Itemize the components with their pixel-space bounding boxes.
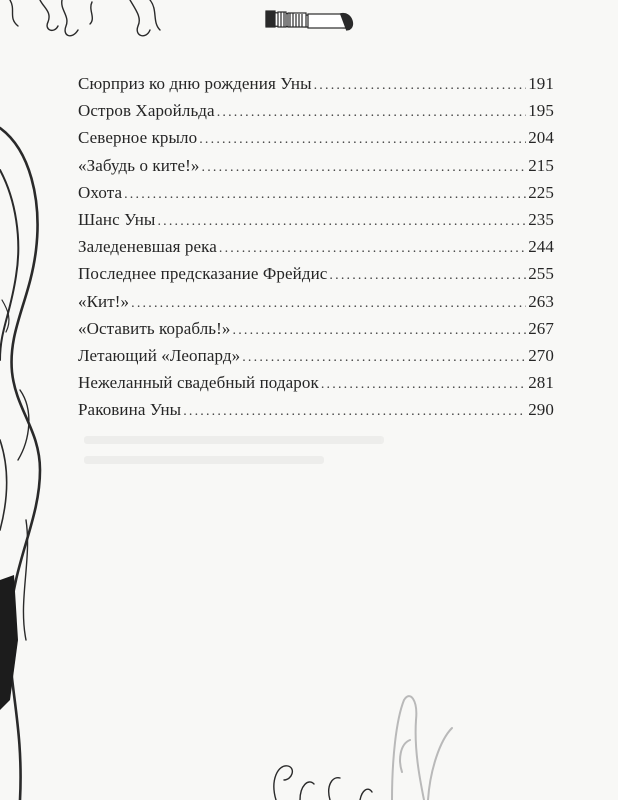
table-of-contents xyxy=(78,70,554,423)
toc-entry-page-number: 244 xyxy=(528,237,554,257)
toc-entry xyxy=(78,396,554,423)
toc-entry-title: «Оставить корабль!» xyxy=(78,318,231,338)
toc-entry-title: Северное крыло xyxy=(78,128,198,148)
toc-entry xyxy=(78,70,554,97)
toc-entry xyxy=(78,179,554,206)
toc-dot-leader xyxy=(217,99,527,126)
toc-entry-title: Сюрприз ко дню рождения Уны xyxy=(78,74,312,93)
seaweed-illustration xyxy=(10,0,160,36)
toc-entry-title: «Забудь о ките!» xyxy=(78,155,200,175)
toc-entry xyxy=(78,152,554,179)
toc-entry xyxy=(78,288,554,315)
toc-entry xyxy=(78,342,554,369)
coral-illustration xyxy=(392,696,452,800)
toc-dot-leader xyxy=(124,181,526,208)
toc-dot-leader xyxy=(314,72,527,99)
bleed-through-text xyxy=(84,436,404,480)
toc-entry-title: Остров Харойльда xyxy=(78,101,215,121)
toc-entry xyxy=(78,124,554,151)
shell-illustration xyxy=(274,766,372,800)
toc-entry-page-number: 195 xyxy=(528,101,554,121)
toc-entry-title: Охота xyxy=(78,182,123,202)
toc-entry-title: Раковина Уны xyxy=(78,400,182,420)
toc-entry-page-number: 263 xyxy=(528,291,554,311)
toc-dot-leader xyxy=(233,317,527,344)
toc-entry-page-number: 255 xyxy=(528,264,554,284)
toc-entry-title: Заледеневшая река xyxy=(78,237,217,257)
toc-entry-page-number: 290 xyxy=(528,400,554,420)
toc-entry-page-number: 270 xyxy=(528,345,554,365)
toc-entry-page-number: 225 xyxy=(528,182,554,202)
toc-dot-leader xyxy=(199,126,526,153)
toc-entry-page-number: 204 xyxy=(528,128,554,148)
toc-entry-title: «Кит!» xyxy=(78,291,130,311)
toc-entry-title: Шанс Уны xyxy=(78,209,156,229)
toc-dot-leader xyxy=(242,344,526,371)
toc-dot-leader xyxy=(321,371,526,398)
toc-entry-page-number: 215 xyxy=(528,155,554,175)
toc-entry xyxy=(78,97,554,124)
toc-entry-title: Летающий «Леопард» xyxy=(78,345,241,365)
toc-dot-leader xyxy=(202,154,527,181)
toc-dot-leader xyxy=(183,398,526,425)
toc-entry xyxy=(78,233,554,260)
toc-dot-leader xyxy=(219,235,526,262)
toc-entry xyxy=(78,369,554,396)
toc-entry xyxy=(78,315,554,342)
ink-fill-illustration xyxy=(0,575,18,710)
toc-entry-title: Нежеланный свадебный подарок xyxy=(78,373,319,393)
toc-dot-leader xyxy=(131,290,526,317)
toc-entry-page-number: 281 xyxy=(528,373,554,393)
toc-entry-page-number: 267 xyxy=(528,318,554,338)
toc-entry xyxy=(78,206,554,233)
toc-entry-page-number: 235 xyxy=(528,209,554,229)
toc-entry-title: Последнее предсказание Фрейдис xyxy=(78,264,328,284)
toc-entry-page-number: 191 xyxy=(528,74,554,93)
toc-dot-leader xyxy=(329,262,526,289)
toc-entry xyxy=(78,260,554,287)
spyglass-icon xyxy=(266,11,353,30)
toc-dot-leader xyxy=(157,208,526,235)
